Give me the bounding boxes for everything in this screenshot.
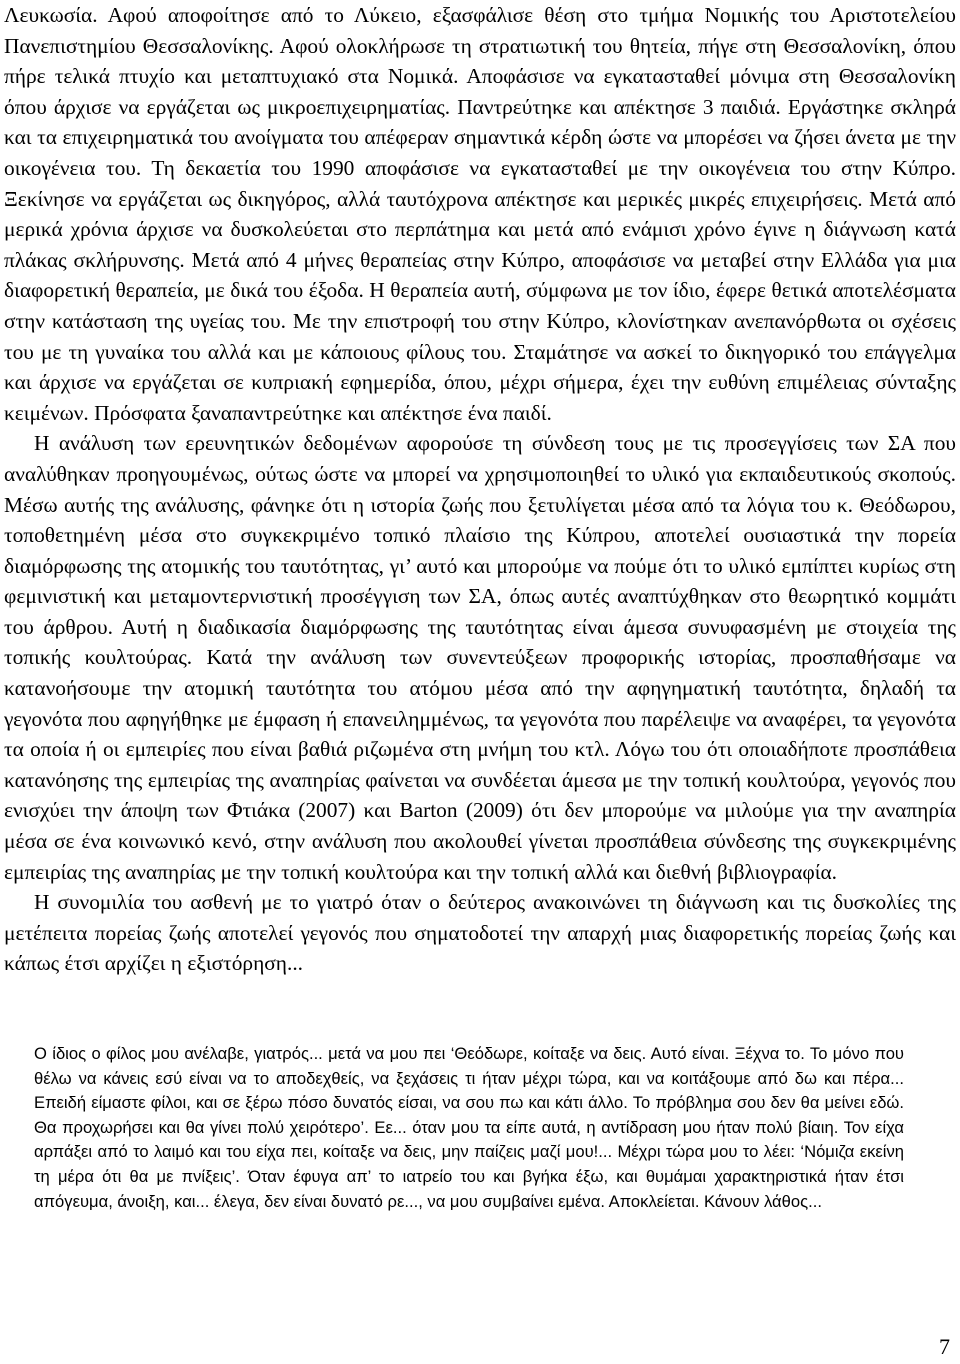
body-text [4,0,956,979]
paragraph-biography: Λευκωσία. Αφού αποφοίτησε από το Λύκειο, εξασφάλισε θέση στο τμήμα Νομικής του Αριστοτελείου Πανεπιστημίου Θεσσαλονίκης. Αφού ολοκλήρωσε τη στρατιωτική του θητεία, πήγε στη Θεσσαλονίκη, όπου πήρε τελικά πτυχίο και μεταπτυχιακό στα Νομικά. Αποφάσισε να εγκατασταθεί μόνιμα στη Θεσσαλονίκη όπου άρχισε να εργάζεται ως μικροεπιχειρηματίας. Παντρεύτηκε και απέκτησε 3 παιδιά. Εργάστηκε σκληρά και τα επιχειρηματικά του ανοίγματα του απέφεραν σημαντικά κέρδη ώστε να μπορέσει να ζήσει άνετα με την οικογένεια του. Τη δεκαετία του 1990 αποφάσισε να εγκατασταθεί με την οικογένεια του στην Κύπρο. Ξεκίνησε να εργάζεται ως δικηγόρος, αλλά ταυτόχρονα απέκτησε και μερικές μικρές επιχειρήσεις. Μετά από μερικά χρόνια άρχισε να δυσκολεύεται στο περπάτημα και μετά από ενάμισι χρόνο έγινε η διάγνωση κατά πλάκας σκλήρυνσης. Μετά από 4 μήνες θεραπείας στην Κύπρο, αποφάσισε να μεταβεί στην Ελλάδα για μια διαφορετική θεραπεία, με δικά του έξοδα. Η θεραπεία αυτή, σύμφωνα με τον ίδιο, έφερε θετικά αποτελέσματα στην κατάσταση της υγείας του. Με την επιστροφή του στην Κύπρο, κλονίστηκαν ανεπανόρθωτα οι σχέσεις του με τη γυναίκα του αλλά και με κάποιους φίλους του. Σταμάτησε να ασκεί το δικηγορικό του επάγγελμα και άρχισε να εργάζεται σε κυπριακή εφημερίδα, όπου, μέχρι σήμερα, έχει την ευθύνη επιμέλειας σύνταξης κειμένων. Πρόσφατα ξαναπαντρεύτηκε και απέκτησε ένα παιδί. [4,3,956,425]
paragraph-conversation: Η συνομιλία του ασθενή με το γιατρό όταν ο δεύτερος ανακοινώνει τη διάγνωση και τις δυσκολίες της μετέπειτα πορείας ζωής αποτελεί γεγονός που σηματοδοτεί την απαρχή μιας διαφορετικής πορείας ζωής και κάπως έτσι αρχίζει η εξιστόρηση... [4,890,956,976]
quote-text: Ο ίδιος ο φίλος μου ανέλαβε, γιατρός... μετά να μου πει ‘Θεόδωρε, κοίταξε να δεις. Αυτό είναι. Ξέχνα το. Το μόνο που θέλω να κάνεις εσύ είναι να το αποδεχθείς, να ξεχάσεις τι ήταν μέχρι τώρα, και να κοιτάξουμε από δω και πέρα... Επειδή είμαστε φίλοι, και σε ξέρω πόσο δυνατός είσαι, να σου πω και κάτι άλλο. Το πρόβλημα σου δεν θα μείνει εδώ. Θα προχωρήσει και θα γίνει πολύ χειρότερο’. Εε... όταν μου τα είπε αυτά, η αντίδραση μου ήταν πολύ βίαιη. Τον είχα αρπάξει από το λαιμό και του είχα πει, κοίταξε να δεις, μην παίζεις μαζί μου!... Μέχρι τώρα μου το λέει: ‘Νόμιζα εκείνη τη μέρα ότι θα με πνίξεις’. Όταν έφυγα απ’ το ιατρείο του και βγήκα έξω, και θυμάμαι χαρακτηριστικά ήταν έτσι απόγευμα, άνοιξη, και... έλεγα, δεν είναι δυνατό ρε..., να μου συμβαίνει εμένα. Αποκλείεται. Κάνουν λάθος... [34,1044,904,1211]
interview-quote [34,1042,904,1214]
page-number: 7 [939,1334,950,1359]
paragraph-analysis: Η ανάλυση των ερευνητικών δεδομένων αφορούσε τη σύνδεση τους με τις προσεγγίσεις των ΣΑ που αναλύθηκαν προηγουμένως, ούτως ώστε να μπορεί να χρησιμοποιηθεί το υλικό για εκπαιδευτικούς σκοπούς. Μέσω αυτής της ανάλυσης, φάνηκε ότι η ιστορία ζωής που ξετυλίγεται μέσα από τα λόγια του κ. Θεόδωρου, τοποθετημένη μέσα στο συγκεκριμένο τοπικό πλαίσιο της Κύπρου, αποτελεί ουσιαστικά την πορεία διαμόρφωσης της ατομικής του ταυτότητας, γι’ αυτό και μπορούμε να πούμε ότι το υλικό εμπίπτει κυρίως στη φεμινιστική και μεταμοντερνιστική προσέγγιση των ΣΑ, όπως αυτές αναπτύχθηκαν στο θεωρητικό κομμάτι του άρθρου. Αυτή η διαδικασία διαμόρφωσης της ταυτότητας είναι άμεσα συνυφασμένη με στοιχεία της τοπικής κουλτούρας. Κατά την ανάλυση των συνεντεύξεων προφορικής ιστορίας, προσπαθήσαμε να κατανοήσουμε την ατομική ταυτότητα του ατόμου μέσα από την αφηγηματική ταυτότητα, δηλαδή τα γεγονότα που αφηγήθηκε με έμφαση ή επανειλημμένως, τα γεγονότα που παρέλειψε να αναφέρει, τα γεγονότα τα οποία ή οι εμπειρίες που είναι βαθιά ριζωμένα στη μνήμη του κτλ. Λόγω του ότι οποιαδήποτε προσπάθεια κατανόησης της εμπειρίας της αναπηρίας φαίνεται να συνδέεται άμεσα με την τοπική κουλτούρα, γεγονός που ενισχύει την άποψη των Φτιάκα (2007) και Barton (2009) ότι δεν μπορούμε να μιλούμε για την αναπηρία μέσα σε ένα κοινωνικό κενό, στην ανάλυση που ακολουθεί γίνεται προσπάθεια σύνδεσης της συγκεκριμένης εμπειρίας της αναπηρίας με την τοπική κουλτούρα και την τοπική αλλά και διεθνή βιβλιογραφία. [4,431,956,884]
